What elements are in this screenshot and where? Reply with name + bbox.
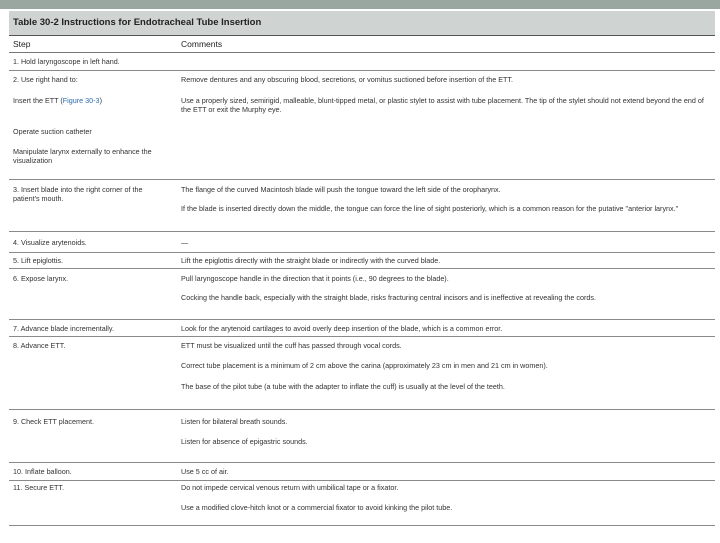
step-column-header: Step	[13, 39, 31, 49]
table-row	[9, 71, 715, 180]
table-title: Table 30-2 Instructions for Endotracheal Tube Insertion	[9, 11, 715, 36]
table-row	[9, 410, 715, 463]
comment-text: Listen for bilateral breath sounds.	[181, 417, 288, 426]
step-text: 4. Visualize arytenoids.	[13, 238, 87, 247]
step-text: 1. Hold laryngoscope in left hand.	[13, 57, 120, 66]
table-row	[9, 53, 715, 71]
table-row	[9, 481, 715, 526]
comment-text: The flange of the curved Macintosh blade will push the tongue toward the left side of the oropharynx.	[181, 185, 501, 194]
comment-text: Remove dentures and any obscuring blood, secretions, or vomitus suctioned before insertion of the ETT.	[181, 75, 514, 84]
step-text: 3. Insert blade into the right corner of the patient's mouth.	[13, 185, 143, 203]
table-row	[9, 253, 715, 269]
step-text: 7. Advance blade incrementally.	[13, 324, 114, 333]
comment-text: —	[181, 238, 189, 247]
comment-text: Use a properly sized, semirigid, malleable, blunt-tipped metal, or plastic stylet to assist with tube placement. The tip of the stylet should not extend beyond the end of the ETT or exit the Murphy eye.	[181, 96, 704, 114]
comment-text: Look for the arytenoid cartilages to avoid overly deep insertion of the blade, which is a common error.	[181, 324, 503, 333]
comments-column-header: Comments	[181, 39, 223, 49]
comment-text: Listen for absence of epigastric sounds.	[181, 437, 308, 446]
step-subitem: Insert the ETT (Figure 30-3)	[13, 96, 102, 105]
comment-text: The base of the pilot tube (a tube with the adapter to inflate the cuff) is usually at the level of the teeth.	[181, 382, 505, 391]
step-subitem: Manipulate larynx externally to enhance the visualization	[13, 147, 152, 165]
table-row	[9, 269, 715, 320]
step-text: 2. Use right hand to:	[13, 75, 78, 84]
figure-link[interactable]: Figure 30-3	[62, 96, 100, 105]
instruction-table	[9, 11, 715, 543]
comment-text: Lift the epiglottis directly with the straight blade or indirectly with the curved blade.	[181, 256, 441, 265]
step-text: 10. Inflate balloon.	[13, 467, 72, 476]
table-row	[9, 463, 715, 481]
table-row	[9, 337, 715, 410]
comment-text: Use a modified clove-hitch knot or a commercial fixator to avoid kinking the pilot tube.	[181, 503, 453, 512]
comment-text: ETT must be visualized until the cuff has passed through vocal cords.	[181, 341, 402, 350]
comment-text: Use 5 cc of air.	[181, 467, 229, 476]
step-subitem: Operate suction catheter	[13, 127, 92, 136]
table-body	[9, 53, 715, 543]
table-row	[9, 180, 715, 232]
step-text: 9. Check ETT placement.	[13, 417, 94, 426]
comment-text: Pull laryngoscope handle in the direction that it points (i.e., 90 degrees to the blade).	[181, 274, 449, 283]
comment-text: If the blade is inserted directly down the middle, the tongue can force the line of sight posteriorly, which is a common reason for the putative "anterior larynx."	[181, 204, 679, 213]
step-text: 6. Expose larynx.	[13, 274, 69, 283]
table-header	[9, 36, 715, 53]
top-accent-bar	[0, 0, 720, 9]
step-text: 5. Lift epiglottis.	[13, 256, 63, 265]
comment-text: Do not impede cervical venous return with umbilical tape or a fixator.	[181, 483, 399, 492]
comment-text: Cocking the handle back, especially with the straight blade, risks fracturing central incisors and is ineffective at revealing the cords.	[181, 293, 596, 302]
table-row	[9, 232, 715, 253]
step-text: 8. Advance ETT.	[13, 341, 66, 350]
comment-text: Correct tube placement is a minimum of 2 cm above the carina (approximately 23 cm in men and 21 cm in women).	[181, 361, 548, 370]
step-text: 11. Secure ETT.	[13, 483, 64, 492]
table-row	[9, 320, 715, 337]
